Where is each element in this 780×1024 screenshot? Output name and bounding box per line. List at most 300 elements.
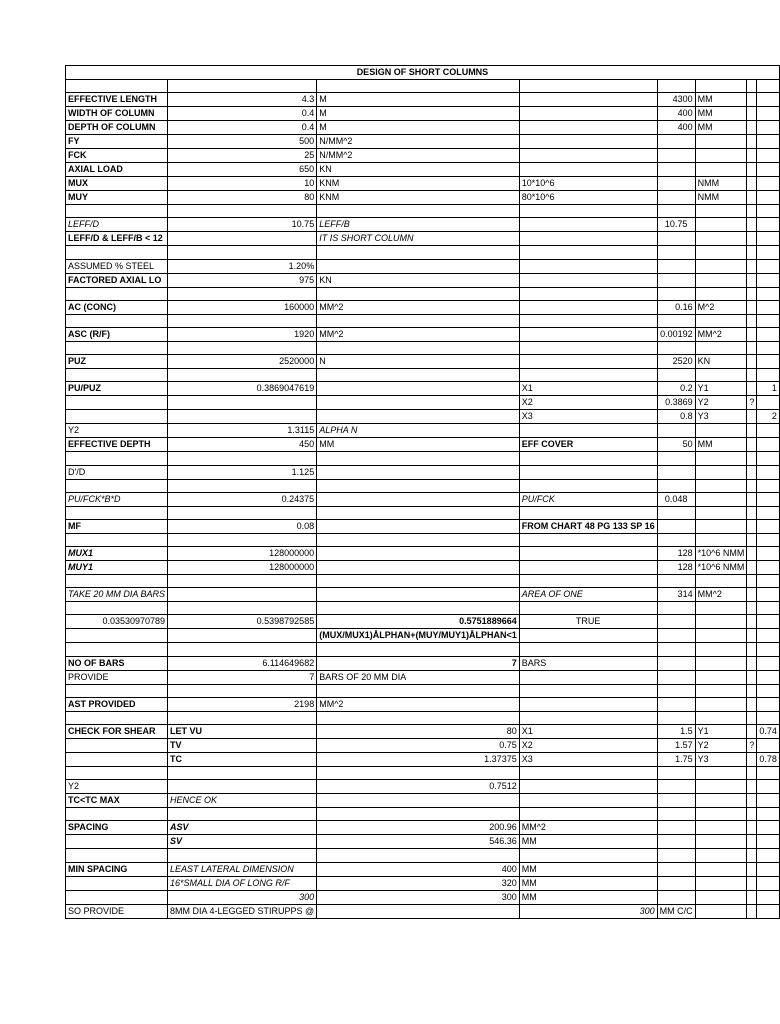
sheet-cell[interactable]: [695, 135, 747, 149]
sheet-cell[interactable]: 7: [317, 656, 520, 670]
sheet-cell[interactable]: [757, 479, 780, 492]
sheet-cell[interactable]: [519, 767, 657, 780]
sheet-cell[interactable]: FCK: [66, 149, 168, 163]
sheet-cell[interactable]: [168, 575, 317, 588]
sheet-cell[interactable]: SPACING: [66, 821, 168, 835]
sheet-cell[interactable]: [519, 205, 657, 218]
sheet-cell[interactable]: 300: [317, 890, 520, 904]
sheet-cell[interactable]: [168, 479, 317, 492]
sheet-cell[interactable]: [757, 135, 780, 149]
sheet-cell[interactable]: [695, 479, 747, 492]
sheet-cell[interactable]: [695, 821, 747, 835]
sheet-cell[interactable]: N/MM^2: [317, 149, 520, 163]
sheet-cell[interactable]: [657, 711, 695, 724]
sheet-cell[interactable]: [695, 780, 747, 794]
sheet-cell[interactable]: 0.5751889664: [317, 615, 520, 629]
sheet-cell[interactable]: [757, 163, 780, 177]
sheet-cell[interactable]: 0.7512: [317, 780, 520, 794]
sheet-cell[interactable]: [66, 479, 168, 492]
sheet-cell[interactable]: [168, 780, 317, 794]
sheet-cell[interactable]: [657, 821, 695, 835]
sheet-cell[interactable]: [657, 533, 695, 546]
sheet-cell[interactable]: *10^6 NMM: [695, 561, 747, 575]
sheet-cell[interactable]: M^2: [695, 300, 747, 314]
sheet-cell[interactable]: PU/FCK*B*D: [66, 492, 168, 506]
sheet-cell[interactable]: 314: [657, 588, 695, 602]
sheet-cell[interactable]: [747, 876, 757, 890]
sheet-cell[interactable]: [168, 410, 317, 424]
sheet-cell[interactable]: [317, 561, 520, 575]
sheet-cell[interactable]: [657, 452, 695, 465]
sheet-cell[interactable]: X1: [519, 382, 657, 396]
sheet-cell[interactable]: MM^2: [317, 697, 520, 711]
sheet-cell[interactable]: LEFF/D: [66, 218, 168, 232]
sheet-cell[interactable]: 0.08: [168, 519, 317, 533]
sheet-cell[interactable]: [757, 424, 780, 438]
sheet-cell[interactable]: [757, 862, 780, 876]
sheet-cell[interactable]: [757, 767, 780, 780]
sheet-cell[interactable]: EFFECTIVE LENGTH: [66, 93, 168, 107]
sheet-cell[interactable]: 10.75: [168, 218, 317, 232]
sheet-cell[interactable]: [747, 602, 757, 615]
sheet-cell[interactable]: N/MM^2: [317, 135, 520, 149]
sheet-cell[interactable]: [757, 327, 780, 341]
sheet-cell[interactable]: 0.8: [657, 410, 695, 424]
sheet-cell[interactable]: 1.75: [657, 753, 695, 767]
sheet-cell[interactable]: [747, 753, 757, 767]
sheet-cell[interactable]: [66, 410, 168, 424]
sheet-cell[interactable]: 2520000: [168, 355, 317, 369]
sheet-cell[interactable]: [168, 287, 317, 300]
sheet-cell[interactable]: [657, 506, 695, 519]
sheet-cell[interactable]: MM: [695, 93, 747, 107]
sheet-cell[interactable]: [519, 246, 657, 259]
sheet-cell[interactable]: KN: [317, 163, 520, 177]
sheet-cell[interactable]: [317, 575, 520, 588]
sheet-cell[interactable]: [747, 327, 757, 341]
sheet-cell[interactable]: 650: [168, 163, 317, 177]
sheet-cell[interactable]: [747, 465, 757, 479]
sheet-cell[interactable]: [695, 656, 747, 670]
sheet-cell[interactable]: [695, 533, 747, 546]
sheet-cell[interactable]: [757, 670, 780, 684]
sheet-cell[interactable]: [519, 506, 657, 519]
sheet-cell[interactable]: [757, 177, 780, 191]
sheet-cell[interactable]: [168, 711, 317, 724]
sheet-cell[interactable]: [747, 314, 757, 327]
sheet-cell[interactable]: [747, 767, 757, 780]
sheet-cell[interactable]: MM^2: [317, 327, 520, 341]
sheet-cell[interactable]: 0.4: [168, 107, 317, 121]
sheet-cell[interactable]: [317, 849, 520, 862]
sheet-cell[interactable]: M: [317, 121, 520, 135]
sheet-cell[interactable]: TC<TC MAX: [66, 794, 168, 808]
sheet-cell[interactable]: 80*10^6: [519, 191, 657, 205]
sheet-cell[interactable]: FROM CHART 48 PG 133 SP 16: [519, 519, 657, 533]
sheet-cell[interactable]: [747, 232, 757, 246]
sheet-cell[interactable]: [747, 629, 757, 643]
sheet-cell[interactable]: CHECK FOR SHEAR: [66, 725, 168, 739]
sheet-cell[interactable]: MM^2: [317, 300, 520, 314]
sheet-cell[interactable]: [747, 575, 757, 588]
sheet-cell[interactable]: [317, 341, 520, 354]
sheet-cell[interactable]: FY: [66, 135, 168, 149]
sheet-cell[interactable]: [519, 561, 657, 575]
sheet-cell[interactable]: [168, 849, 317, 862]
sheet-cell[interactable]: [747, 711, 757, 724]
sheet-cell[interactable]: [757, 107, 780, 121]
sheet-cell[interactable]: 2198: [168, 697, 317, 711]
sheet-cell[interactable]: TAKE 20 MM DIA BARS: [66, 588, 168, 602]
sheet-cell[interactable]: [747, 452, 757, 465]
sheet-cell[interactable]: KNM: [317, 191, 520, 205]
sheet-cell[interactable]: [66, 849, 168, 862]
sheet-cell[interactable]: [747, 643, 757, 656]
sheet-cell[interactable]: [317, 506, 520, 519]
sheet-cell[interactable]: [317, 314, 520, 327]
sheet-cell[interactable]: [757, 588, 780, 602]
sheet-cell[interactable]: [657, 808, 695, 821]
sheet-cell[interactable]: [747, 382, 757, 396]
sheet-cell[interactable]: [757, 506, 780, 519]
sheet-cell[interactable]: [747, 93, 757, 107]
sheet-cell[interactable]: [657, 205, 695, 218]
sheet-cell[interactable]: X3: [519, 753, 657, 767]
sheet-cell[interactable]: [657, 80, 695, 93]
sheet-cell[interactable]: [519, 711, 657, 724]
sheet-cell[interactable]: [757, 465, 780, 479]
sheet-cell[interactable]: [757, 80, 780, 93]
sheet-cell[interactable]: MM: [695, 121, 747, 135]
sheet-cell[interactable]: [747, 191, 757, 205]
sheet-cell[interactable]: MUX1: [66, 547, 168, 561]
sheet-cell[interactable]: [317, 287, 520, 300]
sheet-cell[interactable]: [66, 287, 168, 300]
sheet-cell[interactable]: [747, 205, 757, 218]
sheet-cell[interactable]: [757, 794, 780, 808]
sheet-cell[interactable]: MM: [519, 876, 657, 890]
sheet-cell[interactable]: 0.3869: [657, 396, 695, 410]
sheet-cell[interactable]: 0.4: [168, 121, 317, 135]
sheet-cell[interactable]: [519, 602, 657, 615]
sheet-cell[interactable]: ?: [747, 396, 757, 410]
sheet-cell[interactable]: *10^6 NMM: [695, 547, 747, 561]
sheet-cell[interactable]: IT IS SHORT COLUMN: [317, 232, 520, 246]
sheet-cell[interactable]: [657, 780, 695, 794]
sheet-cell[interactable]: [519, 259, 657, 273]
sheet-cell[interactable]: [519, 163, 657, 177]
sheet-cell[interactable]: [695, 369, 747, 382]
sheet-cell[interactable]: [66, 684, 168, 697]
sheet-cell[interactable]: 2: [757, 410, 780, 424]
sheet-cell[interactable]: [657, 519, 695, 533]
sheet-cell[interactable]: [695, 835, 747, 849]
sheet-cell[interactable]: NMM: [695, 191, 747, 205]
sheet-cell[interactable]: [747, 341, 757, 354]
sheet-cell[interactable]: 0.3869047619: [168, 382, 317, 396]
sheet-cell[interactable]: WIDTH OF COLUMN: [66, 107, 168, 121]
sheet-cell[interactable]: [657, 314, 695, 327]
sheet-cell[interactable]: MF: [66, 519, 168, 533]
sheet-cell[interactable]: [657, 849, 695, 862]
sheet-cell[interactable]: [747, 780, 757, 794]
sheet-cell[interactable]: [747, 725, 757, 739]
sheet-cell[interactable]: [657, 287, 695, 300]
sheet-cell[interactable]: [695, 862, 747, 876]
sheet-cell[interactable]: [66, 643, 168, 656]
sheet-cell[interactable]: MM^2: [519, 821, 657, 835]
sheet-cell[interactable]: 0.75: [317, 739, 520, 753]
sheet-cell[interactable]: [695, 259, 747, 273]
sheet-cell[interactable]: [747, 656, 757, 670]
sheet-cell[interactable]: 975: [168, 273, 317, 287]
sheet-cell[interactable]: [695, 424, 747, 438]
sheet-cell[interactable]: [747, 438, 757, 452]
sheet-cell[interactable]: [519, 465, 657, 479]
sheet-cell[interactable]: EFFECTIVE DEPTH: [66, 438, 168, 452]
sheet-cell[interactable]: [657, 794, 695, 808]
sheet-cell[interactable]: [317, 519, 520, 533]
sheet-cell[interactable]: [168, 314, 317, 327]
sheet-cell[interactable]: [317, 904, 520, 918]
sheet-cell[interactable]: [747, 506, 757, 519]
sheet-cell[interactable]: [317, 205, 520, 218]
sheet-cell[interactable]: [657, 643, 695, 656]
sheet-cell[interactable]: [519, 341, 657, 354]
sheet-cell[interactable]: [747, 492, 757, 506]
sheet-cell[interactable]: [747, 246, 757, 259]
sheet-cell[interactable]: [757, 259, 780, 273]
sheet-cell[interactable]: FACTORED AXIAL LO: [66, 273, 168, 287]
sheet-cell[interactable]: [747, 849, 757, 862]
sheet-cell[interactable]: MIN SPACING: [66, 862, 168, 876]
sheet-cell[interactable]: 16*SMALL DIA OF LONG R/F: [168, 876, 317, 890]
sheet-cell[interactable]: [519, 135, 657, 149]
sheet-cell[interactable]: 0.00192: [657, 327, 695, 341]
sheet-cell[interactable]: M: [317, 93, 520, 107]
sheet-cell[interactable]: [657, 862, 695, 876]
sheet-cell[interactable]: [66, 629, 168, 643]
sheet-cell[interactable]: [519, 849, 657, 862]
sheet-cell[interactable]: [519, 547, 657, 561]
sheet-cell[interactable]: 546.36: [317, 835, 520, 849]
sheet-cell[interactable]: [317, 479, 520, 492]
sheet-cell[interactable]: [747, 794, 757, 808]
sheet-cell[interactable]: (MUX/MUX1)ÅLPHAN+(MUY/MUY1)ÅLPHAN<1: [317, 629, 520, 643]
sheet-cell[interactable]: [657, 149, 695, 163]
sheet-cell[interactable]: AREA OF ONE: [519, 588, 657, 602]
sheet-cell[interactable]: [757, 643, 780, 656]
sheet-cell[interactable]: 1920: [168, 327, 317, 341]
sheet-cell[interactable]: LET VU: [168, 725, 317, 739]
sheet-cell[interactable]: 500: [168, 135, 317, 149]
sheet-cell[interactable]: 0.78: [757, 753, 780, 767]
sheet-cell[interactable]: [657, 629, 695, 643]
sheet-cell[interactable]: [747, 149, 757, 163]
sheet-cell[interactable]: [317, 396, 520, 410]
sheet-cell[interactable]: [657, 259, 695, 273]
sheet-cell[interactable]: [757, 711, 780, 724]
sheet-cell[interactable]: [657, 684, 695, 697]
sheet-cell[interactable]: [757, 149, 780, 163]
sheet-cell[interactable]: KN: [317, 273, 520, 287]
sheet-cell[interactable]: X3: [519, 410, 657, 424]
sheet-cell[interactable]: [747, 835, 757, 849]
sheet-cell[interactable]: [168, 629, 317, 643]
sheet-cell[interactable]: 7: [168, 670, 317, 684]
sheet-cell[interactable]: 1.3115: [168, 424, 317, 438]
sheet-cell[interactable]: PU/FCK: [519, 492, 657, 506]
sheet-cell[interactable]: AST PROVIDED: [66, 697, 168, 711]
sheet-cell[interactable]: 0.74: [757, 725, 780, 739]
sheet-cell[interactable]: [695, 246, 747, 259]
sheet-cell[interactable]: Y2: [66, 424, 168, 438]
sheet-cell[interactable]: [657, 177, 695, 191]
sheet-cell[interactable]: MM: [519, 890, 657, 904]
sheet-cell[interactable]: [317, 452, 520, 465]
sheet-cell[interactable]: 25: [168, 149, 317, 163]
sheet-cell[interactable]: [66, 711, 168, 724]
sheet-cell[interactable]: [757, 191, 780, 205]
sheet-cell[interactable]: [747, 273, 757, 287]
sheet-cell[interactable]: [519, 575, 657, 588]
sheet-cell[interactable]: MM: [519, 835, 657, 849]
sheet-cell[interactable]: [168, 602, 317, 615]
sheet-cell[interactable]: [66, 808, 168, 821]
sheet-cell[interactable]: [657, 575, 695, 588]
sheet-cell[interactable]: NMM: [695, 177, 747, 191]
sheet-cell[interactable]: MM: [695, 438, 747, 452]
sheet-cell[interactable]: [317, 410, 520, 424]
sheet-cell[interactable]: [695, 629, 747, 643]
sheet-cell[interactable]: [747, 300, 757, 314]
sheet-cell[interactable]: [317, 808, 520, 821]
sheet-cell[interactable]: [747, 684, 757, 697]
sheet-cell[interactable]: [519, 452, 657, 465]
sheet-cell[interactable]: [695, 849, 747, 862]
sheet-cell[interactable]: [317, 492, 520, 506]
sheet-cell[interactable]: [757, 287, 780, 300]
sheet-cell[interactable]: [695, 465, 747, 479]
sheet-cell[interactable]: 50: [657, 438, 695, 452]
sheet-cell[interactable]: MUY1: [66, 561, 168, 575]
sheet-cell[interactable]: MM C/C: [657, 904, 695, 918]
sheet-cell[interactable]: TV: [168, 739, 317, 753]
sheet-cell[interactable]: 300: [519, 904, 657, 918]
sheet-cell[interactable]: ASSUMED % STEEL: [66, 259, 168, 273]
sheet-cell[interactable]: KN: [695, 355, 747, 369]
sheet-cell[interactable]: 4300: [657, 93, 695, 107]
sheet-cell[interactable]: Y3: [695, 753, 747, 767]
sheet-cell[interactable]: [757, 602, 780, 615]
sheet-cell[interactable]: [657, 670, 695, 684]
sheet-cell[interactable]: 1.57: [657, 739, 695, 753]
sheet-cell[interactable]: [168, 588, 317, 602]
sheet-cell[interactable]: [168, 80, 317, 93]
sheet-cell[interactable]: [757, 438, 780, 452]
sheet-cell[interactable]: TRUE: [519, 615, 657, 629]
sheet-cell[interactable]: [757, 205, 780, 218]
sheet-cell[interactable]: [747, 561, 757, 575]
sheet-cell[interactable]: [519, 479, 657, 492]
sheet-cell[interactable]: [757, 533, 780, 546]
sheet-cell[interactable]: [747, 547, 757, 561]
sheet-cell[interactable]: [695, 506, 747, 519]
sheet-cell[interactable]: [66, 602, 168, 615]
sheet-cell[interactable]: 450: [168, 438, 317, 452]
sheet-cell[interactable]: [317, 533, 520, 546]
sheet-cell[interactable]: [66, 246, 168, 259]
sheet-cell[interactable]: [695, 149, 747, 163]
sheet-cell[interactable]: 160000: [168, 300, 317, 314]
sheet-cell[interactable]: [519, 808, 657, 821]
sheet-cell[interactable]: [168, 533, 317, 546]
sheet-cell[interactable]: [747, 410, 757, 424]
sheet-cell[interactable]: [757, 369, 780, 382]
sheet-cell[interactable]: [168, 452, 317, 465]
sheet-cell[interactable]: 6.114649682: [168, 656, 317, 670]
sheet-cell[interactable]: [695, 232, 747, 246]
sheet-cell[interactable]: [657, 465, 695, 479]
sheet-cell[interactable]: [695, 767, 747, 780]
sheet-cell[interactable]: [695, 670, 747, 684]
sheet-cell[interactable]: [317, 465, 520, 479]
sheet-cell[interactable]: 400: [657, 107, 695, 121]
sheet-cell[interactable]: NO OF BARS: [66, 656, 168, 670]
sheet-cell[interactable]: Y2: [695, 396, 747, 410]
sheet-cell[interactable]: 1.20%: [168, 259, 317, 273]
sheet-cell[interactable]: SO PROVIDE: [66, 904, 168, 918]
sheet-cell[interactable]: [757, 355, 780, 369]
sheet-cell[interactable]: [757, 684, 780, 697]
sheet-cell[interactable]: 1.37375: [317, 753, 520, 767]
sheet-cell[interactable]: [317, 259, 520, 273]
sheet-cell[interactable]: [519, 273, 657, 287]
sheet-cell[interactable]: [519, 121, 657, 135]
sheet-cell[interactable]: [519, 218, 657, 232]
sheet-cell[interactable]: [519, 232, 657, 246]
sheet-cell[interactable]: [519, 327, 657, 341]
sheet-cell[interactable]: PUZ: [66, 355, 168, 369]
sheet-cell[interactable]: [757, 452, 780, 465]
sheet-cell[interactable]: MM^2: [695, 588, 747, 602]
sheet-cell[interactable]: [657, 341, 695, 354]
sheet-cell[interactable]: [747, 424, 757, 438]
sheet-cell[interactable]: EFF COVER: [519, 438, 657, 452]
sheet-cell[interactable]: [757, 246, 780, 259]
sheet-cell[interactable]: [747, 588, 757, 602]
sheet-cell[interactable]: [657, 369, 695, 382]
sheet-cell[interactable]: [66, 506, 168, 519]
sheet-cell[interactable]: [747, 135, 757, 149]
sheet-cell[interactable]: [747, 519, 757, 533]
sheet-cell[interactable]: ALPHA N: [317, 424, 520, 438]
sheet-cell[interactable]: [657, 163, 695, 177]
sheet-cell[interactable]: [747, 533, 757, 546]
sheet-cell[interactable]: Y1: [695, 725, 747, 739]
sheet-cell[interactable]: Y2: [66, 780, 168, 794]
sheet-cell[interactable]: [657, 890, 695, 904]
sheet-cell[interactable]: MM^2: [695, 327, 747, 341]
sheet-cell[interactable]: Y3: [695, 410, 747, 424]
sheet-cell[interactable]: [757, 396, 780, 410]
sheet-cell[interactable]: [757, 821, 780, 835]
sheet-cell[interactable]: [747, 615, 757, 629]
sheet-cell[interactable]: [695, 904, 747, 918]
sheet-cell[interactable]: [519, 670, 657, 684]
sheet-cell[interactable]: [66, 396, 168, 410]
sheet-cell[interactable]: [757, 218, 780, 232]
